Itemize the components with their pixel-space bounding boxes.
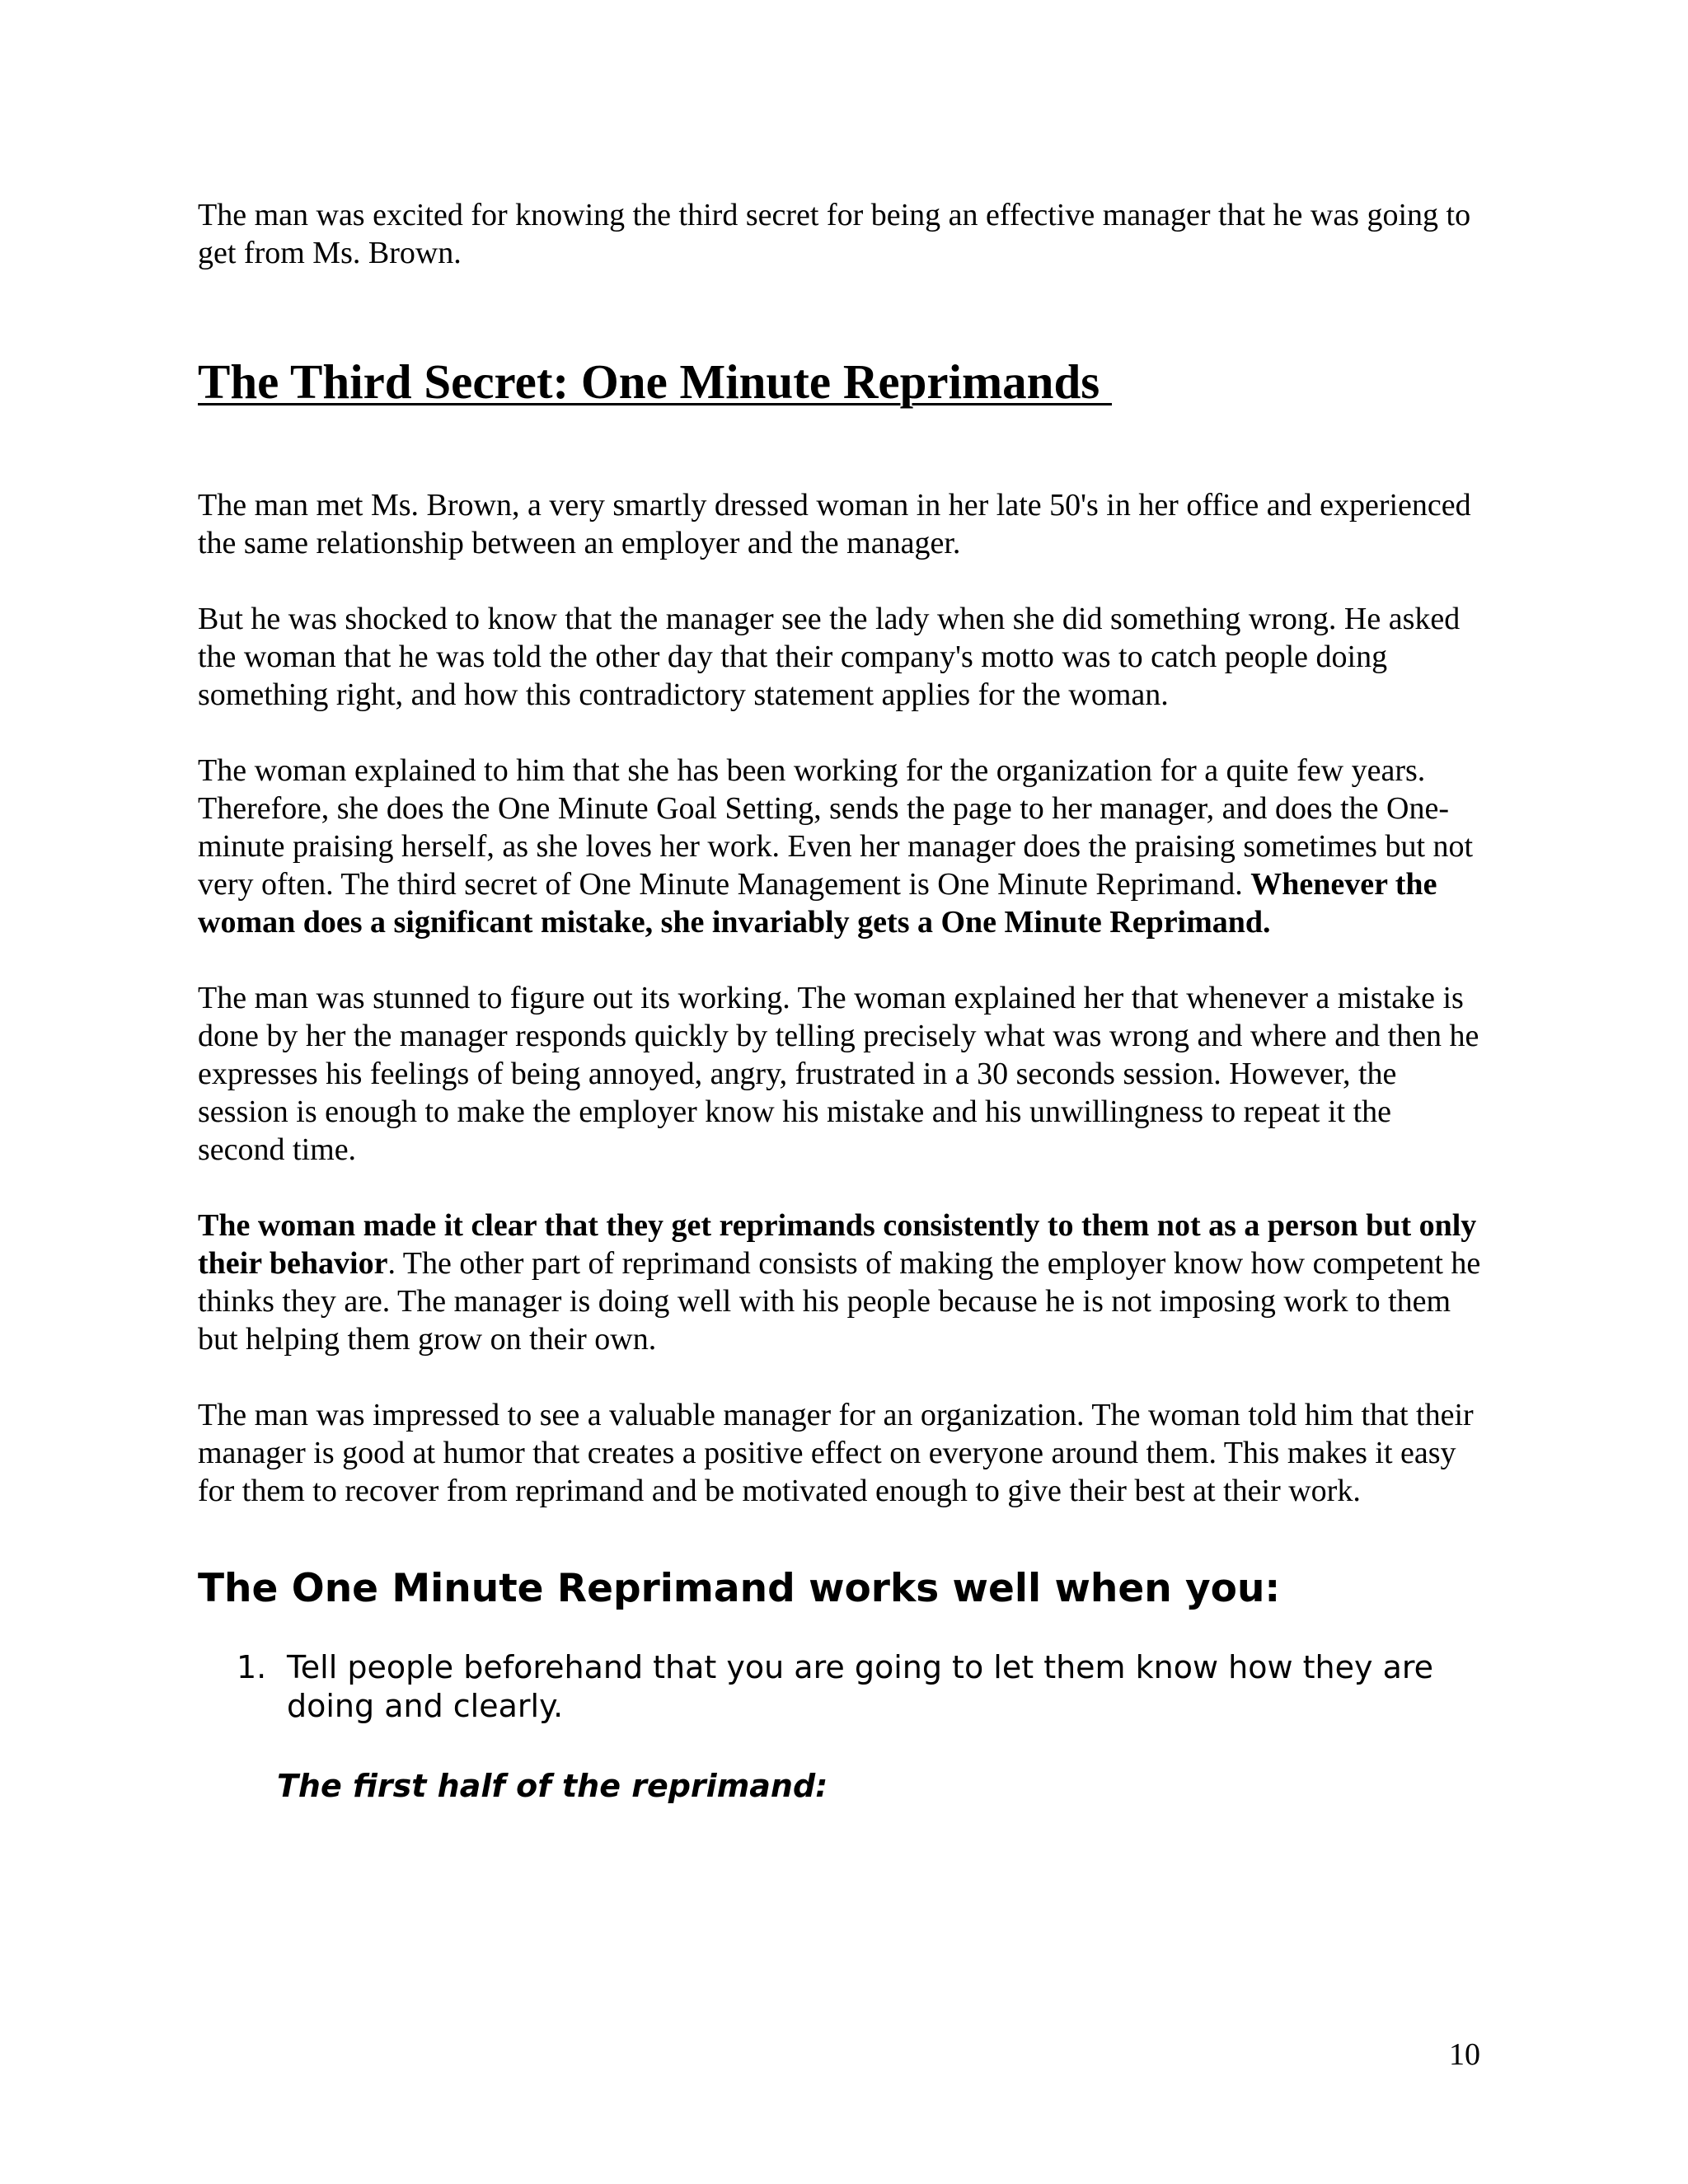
reprimand-list (198, 1648, 1484, 1726)
italic-subheading: The first half of the reprimand: (277, 1768, 828, 1804)
paragraph-explanation-bold: Whenever the woman does a significant mistake, she invariably gets a One Minute Reprimand. (198, 867, 1437, 940)
paragraph-behavior (198, 1207, 1484, 1358)
paragraph-shocked: But he was shocked to know that the manager see the lady when she did something wrong. He asked the woman that he was told the other day that their company's motto was to catch people doing something right, and how this contradictory statement applies for the woman. (198, 602, 1461, 712)
list-item-text: Tell people beforehand that you are going to let them know how they are doing and clearly. (287, 1649, 1434, 1724)
section-heading: The Third Secret: One Minute Reprimands (198, 354, 1112, 409)
paragraph-working: The man was stunned to figure out its working. The woman explained her that whenever a mistake is done by her the manager responds quickly by telling precisely what was wrong and where and then he expresses his feelings of being annoyed, angry, frustrated in a 30 seconds session. However, the session is enough to make the employer know his mistake and his unwillingness to repeat it the second time. (198, 981, 1479, 1167)
paragraph-explanation-text: The woman explained to him that she has been working for the organization for a quite few years. Therefore, she does the One Minute Goal Setting, sends the page to her manager, and does the One-minute praising herself, as she loves her work. Even her manager does the praising sometimes but not very often. The third secret of One Minute Management is One Minute Reprimand. (198, 753, 1474, 902)
list-item (198, 1648, 1484, 1726)
page-number: 10 (1449, 2037, 1480, 2072)
paragraph-behavior-bold: The woman made it clear that they get reprimands consistently to them not as a person but only their behavior (198, 1208, 1477, 1281)
paragraph-meeting: The man met Ms. Brown, a very smartly dressed woman in her late 50's in her office and experienced the same relationship between an employer and the manager. (198, 488, 1471, 560)
paragraph-explanation (198, 752, 1484, 941)
list-item-number: 1. (237, 1649, 267, 1685)
paragraph-humor: The man was impressed to see a valuable manager for an organization. The woman told him that their manager is good at humor that creates a positive effect on everyone around them. This makes it easy for them to recover from reprimand and be motivated enough to give their best at their work. (198, 1398, 1474, 1508)
subheading: The One Minute Reprimand works well when you: (198, 1566, 1281, 1611)
paragraph-behavior-text: . The other part of reprimand consists of making the employer know how competent he thinks they are. The manager is doing well with his people because he is not imposing work to them but helping them grow on their own. (198, 1246, 1481, 1357)
page-content (198, 196, 1484, 1806)
intro-paragraph: The man was excited for knowing the third secret for being an effective manager that he was going to get from Ms. Brown. (198, 198, 1471, 270)
